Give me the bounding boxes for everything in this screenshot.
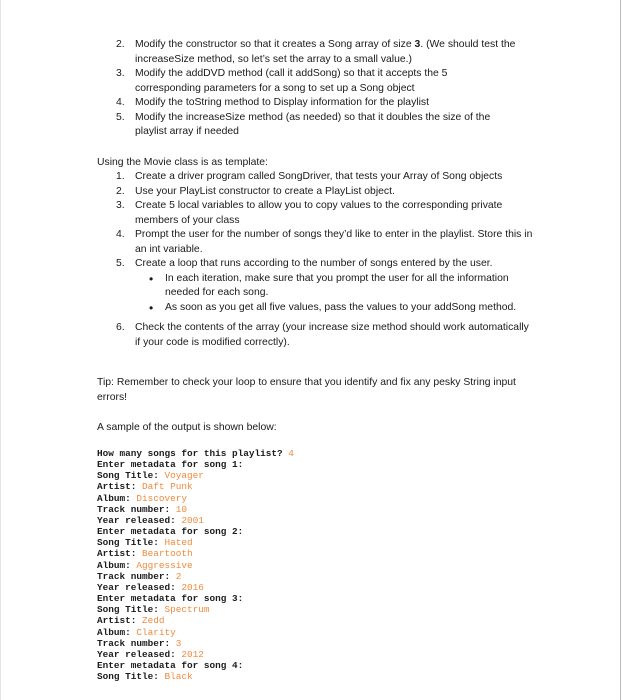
output-value: Hated [164,537,193,549]
item-number: 5. [116,111,125,123]
output-label: How many songs for this playlist? [97,448,289,459]
output-label: Enter metadata for song 3: [97,593,244,605]
output-line [97,537,294,548]
output-label: Album: [97,626,137,638]
list-item [116,111,516,140]
output-value: Voyager [164,470,204,482]
bullet-list [146,272,536,316]
output-line [97,593,294,604]
item-number: 2. [116,185,125,197]
output-label: Year released: [97,581,182,593]
list-item [116,185,536,200]
output-value: 2001 [181,514,204,526]
driver-steps-list [116,170,536,350]
output-value: 10 [175,503,188,515]
sample-output-block [97,448,294,682]
output-line [97,448,294,459]
item-number: 3. [116,68,125,79]
list-item [116,321,536,350]
output-value: Beartooth [142,548,193,560]
output-label: Track number: [97,570,176,582]
output-value: Discovery [136,492,188,504]
output-line [97,649,294,660]
item-text [135,39,515,65]
output-line [97,627,294,638]
output-value: 2012 [181,648,204,660]
output-label: Artist: [97,548,143,560]
item-text: Create a loop that runs according to the number of songs entered by the user. [135,258,493,269]
output-label: Song Title: [97,671,165,683]
bullet-text: In each iteration, make sure that you prompt the user for all the information needed for each song. [165,272,509,298]
item-text: Prompt the user for the number of songs they’d like to enter in the playlist. Store this in an int variable. [135,229,533,255]
item-number: 1. [116,171,125,182]
list-item [116,38,516,67]
output-line [97,526,294,537]
list-item [116,170,536,185]
output-line [97,615,294,626]
output-line [97,671,294,682]
output-line [97,638,294,649]
output-label: Year released: [97,514,182,526]
output-label: Album: [97,492,137,504]
output-line [97,548,294,559]
output-label: Enter metadata for song 4: [97,659,244,671]
bullet-text: As soon as you get all five values, pass the values to your addSong method. [165,301,517,313]
output-label: Enter metadata for song 1: [97,459,244,471]
item-number: 6. [116,322,125,333]
output-line [97,493,294,504]
output-line [97,604,294,615]
bullet-group [146,272,536,316]
list-item [116,96,516,111]
output-label: Track number: [97,503,176,515]
output-value: 2016 [181,581,204,593]
output-line [97,560,294,571]
text-segment: Modify the toString method to Display information for the playlist [135,97,429,108]
list-item [116,257,536,272]
output-value: Spectrum [164,604,210,616]
output-value: 3 [175,637,182,649]
item-text [135,68,447,94]
template-intro: Using the Movie class is as template: [97,157,268,168]
output-value: Black [164,671,193,683]
text-segment: . (We should test the increaseSize method, so let’s set the array to a small value.) [135,39,516,65]
bullet-dot: • [149,271,154,286]
output-label: Album: [97,559,137,571]
item-number: 3. [116,200,125,211]
output-line [97,470,294,481]
sample-output-intro: A sample of the output is shown below: [97,422,277,433]
output-line [97,459,294,470]
bullet-dot: • [149,300,154,315]
output-line [97,660,294,671]
item-text: Use your PlayList constructor to create a PlayList object. [135,185,395,197]
output-label: Song Title: [97,604,165,616]
output-label: Song Title: [97,470,165,482]
output-label: Artist: [97,615,143,627]
output-value: Clarity [136,626,176,638]
list-item [116,199,536,228]
output-label: Enter metadata for song 2: [97,526,244,538]
bullet-item [146,301,536,316]
output-line [97,582,294,593]
item-text: Create a driver program called SongDriver, that tests your Array of Song objects [135,171,503,182]
item-text [135,112,490,138]
text-segment: Modify the increaseSize method (as needed) so that it doubles the size of the playlist array if needed [135,111,491,137]
output-label: Track number: [97,637,176,649]
text-segment: Modify the addDVD method (call it addSong) so that it accepts the 5 corresponding parameters for a song to set up a Song object [135,68,448,94]
output-line [97,481,294,492]
output-label: Artist: [97,481,143,493]
output-value: 4 [288,448,294,459]
output-value: Zedd [142,615,165,627]
output-line [97,571,294,582]
output-value: 2 [175,570,182,582]
output-label: Year released: [97,648,182,660]
item-number: 5. [116,258,125,269]
bold-text: 3 [414,39,421,50]
item-text: Create 5 local variables to allow you to copy values to the corresponding private members of your class [135,200,503,226]
output-value: Daft Punk [142,481,193,493]
bullet-item [146,272,536,301]
output-value: Aggressive [136,559,193,571]
list-item [116,228,536,257]
item-text [135,97,429,108]
output-line [97,504,294,515]
item-number: 4. [116,97,125,108]
list-item [116,67,516,96]
output-label: Song Title: [97,537,165,549]
output-line [97,515,294,526]
item-text: Check the contents of the array (your increase size method should work automatically if your code is modified correctly). [135,322,529,348]
modify-steps-list [116,38,516,140]
tip-paragraph: Tip: Remember to check your loop to ensure that you identify and fix any pesky String input errors! [97,377,516,403]
item-number: 4. [116,229,125,240]
text-segment: Modify the constructor so that it creates a Song array of size [135,39,415,50]
item-number: 2. [116,39,125,50]
